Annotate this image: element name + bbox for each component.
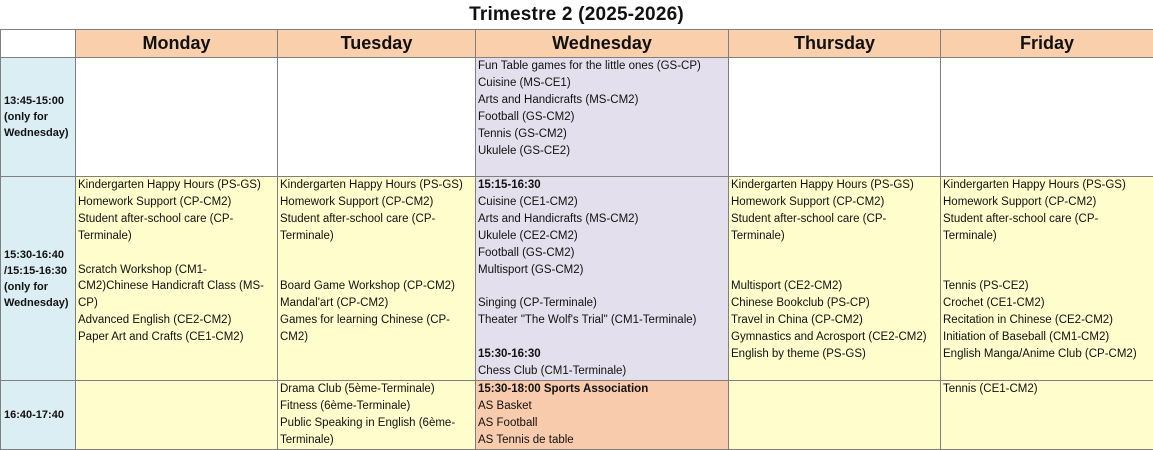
activity: Kindergarten Happy Hours (PS-GS): [280, 177, 473, 194]
header-row: [1, 30, 1153, 58]
activity: Tennis (PS-CE2): [943, 278, 1151, 295]
time-text: Wednesday): [4, 295, 75, 311]
activity: Multisport (GS-CM2): [478, 262, 726, 279]
activity: Paper Art and Crafts (CE1-CM2): [78, 329, 275, 346]
spacer: [78, 245, 275, 262]
schedule-table: [0, 29, 1153, 450]
time-slot-1: [1, 58, 76, 177]
activity: Student after-school care (CP-Terminale): [731, 211, 938, 245]
activity: Mandal'art (CP-CM2): [280, 295, 473, 312]
cell-wednesday-slot-3: [476, 381, 729, 450]
activity: Kindergarten Happy Hours (PS-GS): [731, 177, 938, 194]
cell-wednesday-slot-2: [476, 177, 729, 381]
activity: Initiation of Baseball (CM1-CM2): [943, 329, 1151, 346]
cell-monday-slot-1: [76, 58, 278, 177]
activity: Advanced English (CE2-CM2): [78, 312, 275, 329]
cell-wednesday-slot-1: [476, 58, 729, 177]
activity: Scratch Workshop (CM1-CM2)Chinese Handicraft Class (MS-CP): [78, 262, 275, 313]
day-header-friday: Friday: [941, 30, 1153, 58]
time-text: 15:30-16:40: [4, 247, 75, 263]
corner-cell: [1, 30, 76, 58]
activity: Student after-school care (CP-Terminale): [280, 211, 473, 245]
activity: Cuisine (MS-CE1): [478, 75, 726, 92]
activity: Theater "The Wolf's Trial" (CM1-Terminale): [478, 312, 726, 329]
activity: Chess Club (CM1-Terminale): [478, 363, 726, 380]
day-header-thursday: Thursday: [729, 30, 941, 58]
activity: Multisport (CE2-CM2): [731, 278, 938, 295]
activity: Homework Support (CP-CM2): [280, 194, 473, 211]
time-text: Wednesday): [4, 125, 75, 141]
cell-thursday-slot-2: [729, 177, 941, 381]
spacer: [478, 329, 726, 346]
cell-tuesday-slot-1: [278, 58, 476, 177]
activity: Football (GS-CM2): [478, 109, 726, 126]
spacer: [280, 262, 473, 279]
activity: Ukulele (GS-CE2): [478, 143, 726, 160]
time-slot-2: [1, 177, 76, 381]
spacer: [943, 262, 1151, 279]
sub-time-label: 15:15-16:30: [478, 177, 726, 194]
cell-monday-slot-2: [76, 177, 278, 381]
activity: Travel in China (CP-CM2): [731, 312, 938, 329]
sports-association-label: 15:30-18:00 Sports Association: [478, 381, 726, 398]
cell-friday-slot-1: [941, 58, 1153, 177]
cell-tuesday-slot-2: [278, 177, 476, 381]
spacer: [731, 245, 938, 262]
activity: Recitation in Chinese (CE2-CM2): [943, 312, 1151, 329]
cell-monday-slot-3: [76, 381, 278, 450]
activity: Homework Support (CP-CM2): [731, 194, 938, 211]
activity: Chinese Bookclub (PS-CP): [731, 295, 938, 312]
activity: Arts and Handicrafts (MS-CM2): [478, 211, 726, 228]
activity: English by theme (PS-GS): [731, 346, 938, 363]
time-row-3: [1, 381, 1153, 450]
activity: Singing (CP-Terminale): [478, 295, 726, 312]
time-row-2: [1, 177, 1153, 381]
activity: Tennis (CE1-CM2): [943, 381, 1151, 398]
activity: Gymnastics and Acrosport (CE2-CM2): [731, 329, 938, 346]
activity: AS Basket: [478, 398, 726, 415]
activity: Board Game Workshop (CP-CM2): [280, 278, 473, 295]
spacer: [731, 262, 938, 279]
activity: English Manga/Anime Club (CP-CM2): [943, 346, 1151, 363]
activity: Football (GS-CM2): [478, 245, 726, 262]
time-text: (only for: [4, 279, 75, 295]
activity: Student after-school care (CP-Terminale): [78, 211, 275, 245]
activity: Games for learning Chinese (CP-CM2): [280, 312, 473, 346]
activity: AS Football: [478, 415, 726, 432]
activity: Crochet (CE1-CM2): [943, 295, 1151, 312]
activity: Kindergarten Happy Hours (PS-GS): [943, 177, 1151, 194]
cell-friday-slot-2: [941, 177, 1153, 381]
spacer: [280, 245, 473, 262]
activity: Homework Support (CP-CM2): [943, 194, 1151, 211]
activity: Student after-school care (CP-Terminale): [943, 211, 1151, 245]
cell-thursday-slot-1: [729, 58, 941, 177]
spacer: [943, 245, 1151, 262]
time-slot-3: [1, 381, 76, 450]
activity: Tennis (GS-CM2): [478, 126, 726, 143]
day-header-tuesday: Tuesday: [278, 30, 476, 58]
activity: Homework Support (CP-CM2): [78, 194, 275, 211]
activity: Drama Club (5ème-Terminale): [280, 381, 473, 398]
time-text: 16:40-17:40: [4, 407, 75, 423]
activity: Public Speaking in English (6ème-Terminale): [280, 415, 473, 449]
activity: Ukulele (CE2-CM2): [478, 228, 726, 245]
sub-time-label: 15:30-16:30: [478, 346, 726, 363]
activity: Kindergarten Happy Hours (PS-GS): [78, 177, 275, 194]
page-title: Trimestre 2 (2025-2026): [0, 0, 1153, 29]
cell-friday-slot-3: [941, 381, 1153, 450]
spacer: [478, 278, 726, 295]
activity: Arts and Handicrafts (MS-CM2): [478, 92, 726, 109]
day-header-monday: Monday: [76, 30, 278, 58]
time-text: 13:45-15:00: [4, 93, 75, 109]
activity: Fitness (6ème-Terminale): [280, 398, 473, 415]
cell-tuesday-slot-3: [278, 381, 476, 450]
time-text: /15:15-16:30: [4, 263, 75, 279]
activity: AS Tennis de table: [478, 432, 726, 449]
activity: Fun Table games for the little ones (GS-CP): [478, 58, 726, 75]
time-row-1: [1, 58, 1153, 177]
time-text: (only for: [4, 109, 75, 125]
day-header-wednesday: Wednesday: [476, 30, 729, 58]
cell-thursday-slot-3: [729, 381, 941, 450]
activity: Cuisine (CE1-CM2): [478, 194, 726, 211]
